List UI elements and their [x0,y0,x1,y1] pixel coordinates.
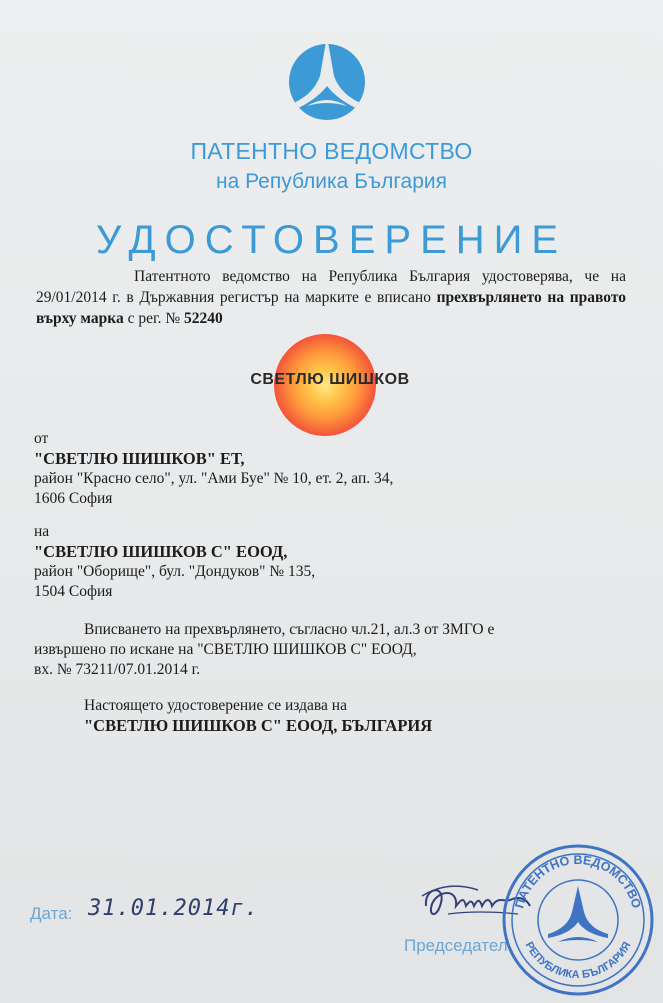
intro-paragraph [36,266,626,329]
issued-line-1: Настоящето удостоверение се издава на [84,697,347,714]
intro-text: Патентното ведомство на Република България удостоверява, че на 29/01/2014 г. в Държавния регистър на марките е вписано [36,268,626,306]
from-city: 1606 София [34,490,113,507]
reg-label: с рег. № [123,310,184,327]
from-name: "СВЕТЛЮ ШИШКОВ" ЕТ, [34,449,245,468]
chairman-label: Председател [404,936,508,955]
issued-line-2: "СВЕТЛЮ ШИШКОВ С" ЕООД, БЪЛГАРИЯ [84,716,433,735]
recording-line-2: извършено по искане на "СВЕТЛЮ ШИШКОВ С" ЕООД, [34,641,417,658]
issued-block [34,696,432,736]
from-address: район "Красно село", ул. "Ами Буе" № 10, ет. 2, ап. 34, [34,470,394,487]
trademark-text: СВЕТЛЮ ШИШКОВ [250,371,410,388]
recording-line-3: вх. № 73211/07.01.2014 г. [34,661,201,678]
from-label: от [34,430,49,447]
to-city: 1504 София [34,583,113,600]
to-address: район "Оборище", бул. "Дондуков" № 135, [34,563,316,580]
from-block [34,429,393,509]
org-name: ПАТЕНТНО ВЕДОМСТВО [190,138,473,164]
date-value: 31.01.2014г. [88,896,259,921]
to-name: "СВЕТЛЮ ШИШКОВ С" ЕООД, [34,542,288,561]
org-country: на Република България [215,170,448,193]
intro-bold-text: прехвърлянето на правото върху марка [36,289,626,327]
stamp-top-text: ПАТЕНТНО ВЕДОМСТВО [512,852,644,910]
patent-office-logo-icon [287,36,367,122]
to-label: на [34,523,50,540]
official-stamp-icon [498,838,658,998]
stamp-bottom-text: РЕПУБЛИКА БЪЛГАРИЯ [522,939,634,982]
to-block [34,522,315,602]
reg-number: 52240 [184,310,223,327]
recording-block [34,620,494,680]
page-title: УДОСТОВЕРЕНИЕ [95,218,568,262]
recording-line-1: Вписването на прехвърлянето, съгласно чл.21, ал.3 от ЗМГО е [84,621,495,638]
date-label: Дата: [30,904,73,923]
